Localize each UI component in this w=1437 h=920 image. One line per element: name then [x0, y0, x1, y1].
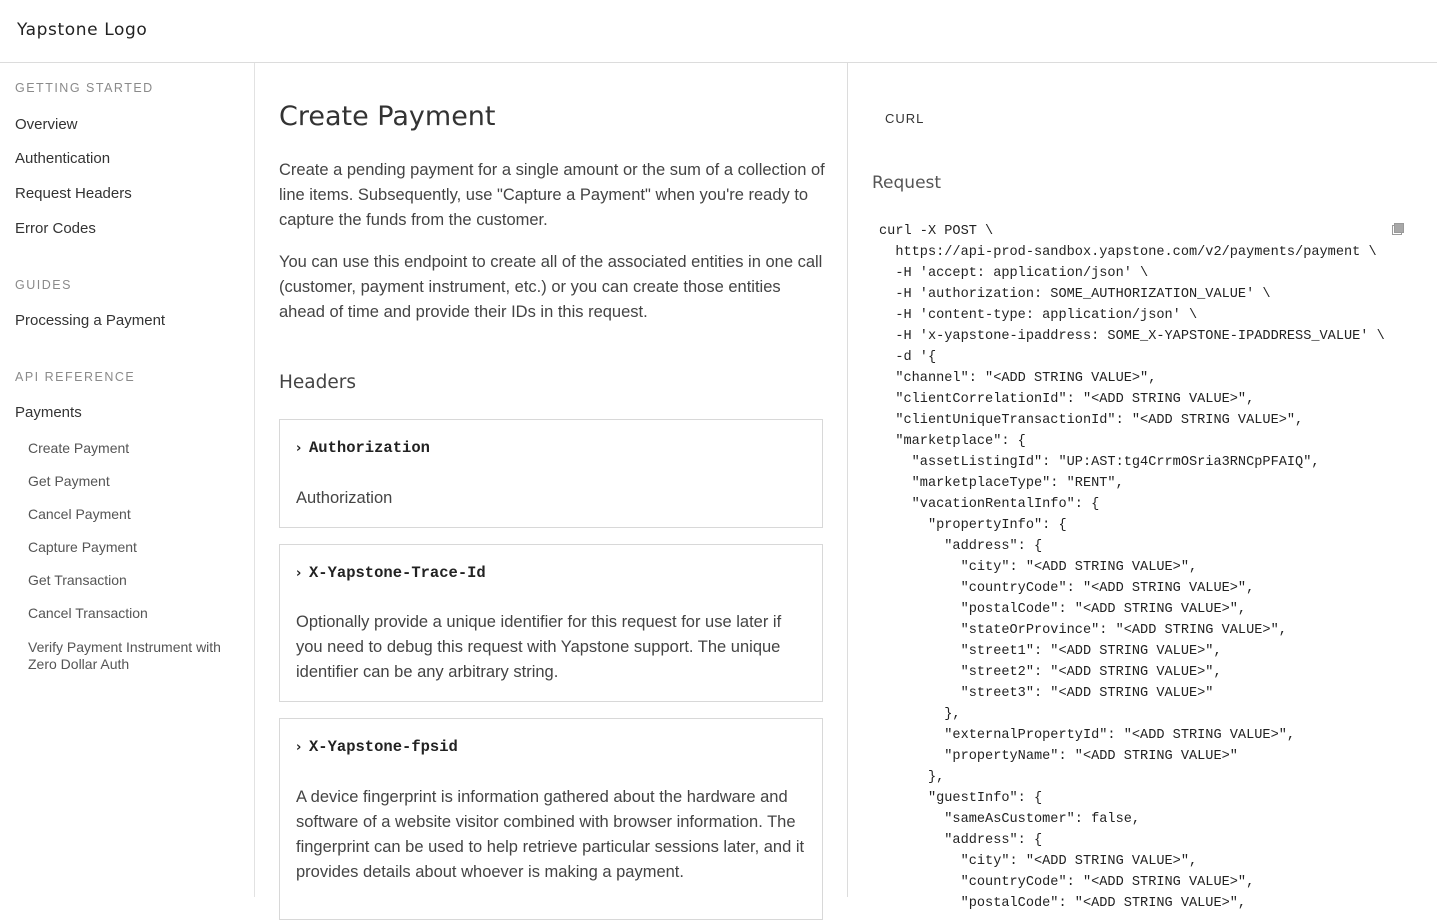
sidebar-item-authentication[interactable]: Authentication [15, 150, 111, 167]
sidebar-subitem-cancel-payment[interactable]: Cancel Payment [28, 506, 131, 522]
sidebar-subitem-get-transaction[interactable]: Get Transaction [28, 572, 127, 588]
sidebar [0, 63, 255, 897]
sidebar-item-error-codes[interactable]: Error Codes [15, 220, 96, 237]
sidebar-section-title: GUIDES [15, 278, 72, 292]
main-content [255, 63, 848, 897]
sidebar-subitem-get-payment[interactable]: Get Payment [28, 473, 110, 489]
header-name: Authorization [309, 439, 430, 457]
top-bar [0, 0, 1437, 63]
chevron-right-icon: › [296, 441, 302, 456]
request-label: Request [872, 173, 942, 193]
sidebar-item-overview[interactable]: Overview [15, 116, 78, 133]
sidebar-section-title: GETTING STARTED [15, 81, 154, 95]
yapstone-logo[interactable]: Yapstone Logo [17, 20, 148, 40]
code-sample[interactable]: curl -X POST \ https://api-prod-sandbox.yapstone.com/v2/payments/payment \ -H 'accept: application/json' \ -H 'authorization: SOME_AUTHORIZATION_VALUE' \ -H 'content-type: application/json' \ -H 'x-yapstone-ipaddress: SOME_X-YAPSTONE-IPADDRESS_VALUE' \ -d '{ "channel": "<ADD STRING VALUE>", "clientCorrelationId": "<ADD STRING VALUE>", "clientUniqueTransactionId": "<ADD STRING VALUE>", "marketplace": { "assetListingId": "UP:AST:tg4CrrmOSria3RNCpPFAIQ", "marketplaceType": "RENT", "vacationRentalInfo": { "propertyInfo": { "address": { "city": "<ADD STRING VALUE>", "countryCode": "<ADD STRING VALUE>", "postalCode": "<ADD STRING VALUE>", "stateOrProvince": "<ADD STRING VALUE>", "street1": "<ADD STRING VALUE>", "street2": "<ADD STRING VALUE>", "street3": "<ADD STRING VALUE>" }, "externalPropertyId": "<ADD STRING VALUE>", "propertyName": "<ADD STRING VALUE>" }, "guestInfo": { "sameAsCustomer": false, "address": { "city": "<ADD STRING VALUE>", "countryCode": "<ADD STRING VALUE>", "postalCode": "<ADD STRING VALUE>", [879, 224, 1385, 911]
chevron-right-icon: › [296, 566, 302, 581]
sidebar-subitem-cancel-transaction[interactable]: Cancel Transaction [28, 605, 148, 621]
copy-icon[interactable] [1392, 223, 1404, 235]
chevron-right-icon: › [296, 740, 302, 755]
header-name: X-Yapstone-fpsid [309, 738, 458, 756]
header-description: Authorization [296, 489, 393, 507]
header-toggle[interactable] [296, 564, 486, 582]
page-title: Create Payment [279, 101, 496, 132]
header-card-authorization [279, 419, 823, 528]
tab-curl[interactable]: CURL [885, 111, 925, 126]
sidebar-subitem-create-payment[interactable]: Create Payment [28, 440, 130, 456]
header-name: X-Yapstone-Trace-Id [309, 564, 486, 582]
sidebar-item-payments[interactable]: Payments [15, 404, 82, 421]
sidebar-subitem-capture-payment[interactable]: Capture Payment [28, 539, 137, 555]
sidebar-item-request-headers[interactable]: Request Headers [15, 185, 132, 202]
header-card-trace-id [279, 544, 823, 702]
description-paragraph: Create a pending payment for a single amount or the sum of a collection of line items. Subsequently, use "Capture a Payment" when you're ready to capture the funds from the customer. [279, 161, 825, 229]
sidebar-subitem-verify-payment-instrument[interactable]: Verify Payment Instrument with Zero Dollar Auth [28, 639, 221, 672]
sidebar-item-processing-a-payment[interactable]: Processing a Payment [15, 312, 166, 329]
sidebar-section-title: API REFERENCE [15, 370, 136, 384]
description-paragraph: You can use this endpoint to create all of the associated entities in one call (customer, payment instrument, etc.) or you can create those entities ahead of time and provide their IDs in this request. [279, 253, 823, 321]
header-toggle[interactable] [296, 439, 430, 457]
headers-section-title: Headers [279, 372, 356, 393]
header-description: A device fingerprint is information gathered about the hardware and software of a website visitor combined with browser information. The fingerprint can be used to help retrieve particular sessions later, and it provides details about whoever is making a payment. [296, 788, 805, 881]
header-toggle[interactable] [296, 738, 458, 756]
code-panel [848, 63, 1437, 911]
header-card-fpsid [279, 718, 823, 920]
header-description: Optionally provide a unique identifier for this request for use later if you need to debug this request with Yapstone support. The unique identifier can be any arbitrary string. [296, 613, 782, 681]
